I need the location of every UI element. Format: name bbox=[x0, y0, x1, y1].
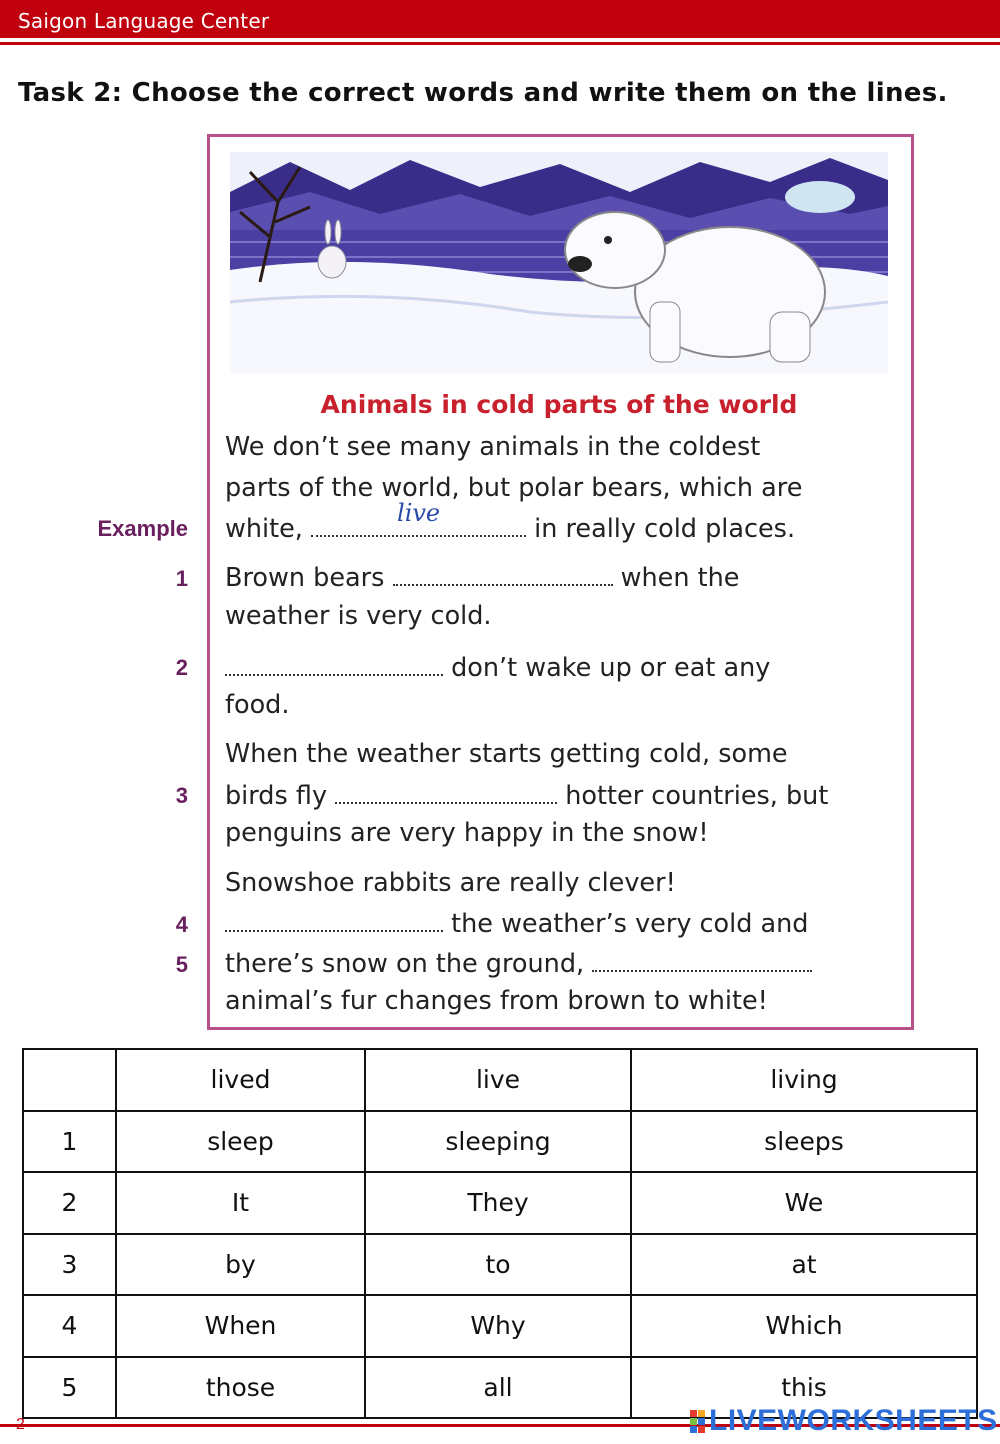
example-label: Example bbox=[97, 516, 188, 541]
option-c: at bbox=[631, 1234, 977, 1296]
option-a: those bbox=[116, 1357, 365, 1419]
row-number: 5 bbox=[23, 1357, 116, 1419]
option-b: sleeping bbox=[365, 1111, 631, 1173]
story-line-1: We don’t see many animals in the coldest bbox=[225, 432, 761, 462]
option-a: sleep bbox=[116, 1111, 365, 1173]
story-line-10: penguins are very happy in the snow! bbox=[225, 818, 709, 848]
story-line-q1: Brown bears when the bbox=[225, 563, 740, 593]
option-c: We bbox=[631, 1172, 977, 1234]
option-b: Why bbox=[365, 1295, 631, 1357]
option-a: by bbox=[116, 1234, 365, 1296]
watermark-text: LIVEWORKSHEETS bbox=[709, 1404, 998, 1437]
options-table bbox=[22, 1048, 978, 1419]
org-name: Saigon Language Center bbox=[18, 9, 270, 33]
row-number: 1 bbox=[23, 1111, 116, 1173]
rabbit-body bbox=[318, 246, 346, 278]
bear-leg-front bbox=[650, 302, 680, 362]
story-line-2: parts of the world, but polar bears, which are bbox=[225, 473, 803, 503]
igloo bbox=[785, 181, 855, 213]
row-number bbox=[23, 1049, 116, 1111]
bear-leg-back bbox=[770, 312, 810, 362]
rabbit-ear-right bbox=[335, 220, 341, 244]
option-c: living bbox=[631, 1049, 977, 1111]
rabbit-ear-left bbox=[325, 220, 331, 244]
header-rule bbox=[0, 42, 1000, 45]
story-line-example: white, live in really cold places. bbox=[225, 499, 796, 544]
option-a: It bbox=[116, 1172, 365, 1234]
story-line-11: Snowshoe rabbits are really clever! bbox=[225, 868, 676, 898]
table-row bbox=[23, 1295, 977, 1357]
option-b: live bbox=[365, 1049, 631, 1111]
bear-nose bbox=[568, 256, 592, 272]
option-b: They bbox=[365, 1172, 631, 1234]
story-line-q2: don’t wake up or eat any bbox=[225, 654, 770, 682]
table-row bbox=[23, 1172, 977, 1234]
story-line-7: food. bbox=[225, 690, 290, 720]
story-line-q4: the weather’s very cold and bbox=[225, 910, 809, 938]
liveworksheets-logo-icon bbox=[690, 1410, 705, 1433]
answer-blank-3[interactable] bbox=[335, 782, 557, 804]
bear-eye bbox=[604, 236, 612, 244]
table-row bbox=[23, 1111, 977, 1173]
question-number-4: 4 bbox=[175, 912, 188, 937]
answer-blank-1[interactable] bbox=[393, 564, 613, 586]
story-line-5: weather is very cold. bbox=[225, 601, 492, 631]
option-c: sleeps bbox=[631, 1111, 977, 1173]
story-line-8: When the weather starts getting cold, some bbox=[225, 739, 788, 769]
table-row bbox=[23, 1234, 977, 1296]
row-number: 3 bbox=[23, 1234, 116, 1296]
option-a: When bbox=[116, 1295, 365, 1357]
example-blank bbox=[311, 499, 526, 537]
answer-blank-5[interactable] bbox=[592, 950, 812, 972]
example-answer: live bbox=[397, 499, 441, 527]
story-line-14: animal’s fur changes from brown to white! bbox=[225, 986, 768, 1016]
question-number-5: 5 bbox=[175, 952, 188, 977]
option-a: lived bbox=[116, 1049, 365, 1111]
table-row bbox=[23, 1049, 977, 1111]
story-line-q3: birds fly hotter countries, but bbox=[225, 781, 829, 811]
option-b: all bbox=[365, 1357, 631, 1419]
question-number-2: 2 bbox=[175, 655, 188, 680]
answer-blank-4[interactable] bbox=[225, 910, 443, 932]
option-c: Which bbox=[631, 1295, 977, 1357]
question-number-1: 1 bbox=[175, 566, 188, 591]
option-b: to bbox=[365, 1234, 631, 1296]
story-heading: Animals in cold parts of the world bbox=[320, 390, 798, 419]
answer-blank-2[interactable] bbox=[225, 654, 443, 676]
page-number: 2 bbox=[16, 1416, 25, 1433]
task-title: Task 2: Choose the correct words and write them on the lines. bbox=[18, 78, 948, 108]
question-number-3: 3 bbox=[175, 783, 188, 808]
row-number: 4 bbox=[23, 1295, 116, 1357]
row-number: 2 bbox=[23, 1172, 116, 1234]
story-line-q5: there’s snow on the ground, bbox=[225, 950, 812, 978]
bear-head bbox=[565, 212, 665, 288]
polar-bear-illustration bbox=[230, 152, 888, 374]
liveworksheets-watermark[interactable] bbox=[690, 1404, 998, 1438]
option-c: this bbox=[631, 1357, 977, 1419]
